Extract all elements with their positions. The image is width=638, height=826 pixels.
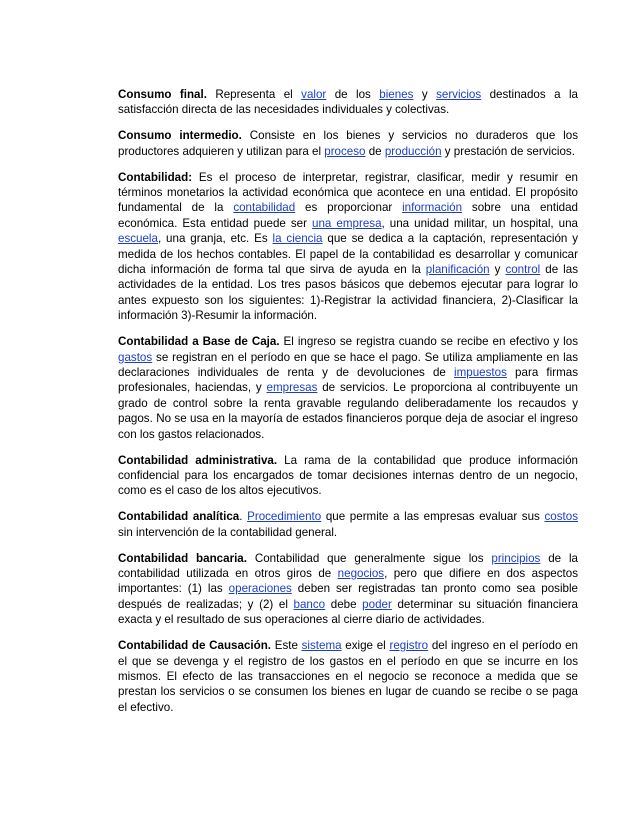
hyperlink[interactable]: gastos bbox=[118, 350, 153, 364]
definition-text: exige el bbox=[341, 639, 390, 653]
definition-text: que se dedica a la captación, representación y medida de los hechos contables. El papel de la contabilidad es desarrollar y comunicar dicha información de forma tal que sirva de ayuda en la bbox=[118, 232, 578, 277]
glossary-entry bbox=[118, 509, 578, 540]
glossary-term: Contabilidad de Causación. bbox=[118, 639, 271, 653]
definition-text: que permite a las empresas evaluar sus bbox=[321, 510, 545, 524]
definition-text: de la contabilidad utilizada en otros giros de bbox=[118, 551, 578, 580]
definition-text: Es el proceso de interpretar, registrar, clasificar, medir y resumir en términos monetarios la actividad económica que acontece en una entidad. El propósito fundamental de la bbox=[118, 170, 578, 215]
definition-text: . bbox=[239, 510, 248, 524]
glossary-term: Contabilidad analítica bbox=[118, 510, 240, 524]
definition-text: , una unidad militar, un hospital, una bbox=[381, 216, 578, 230]
hyperlink[interactable]: negocios bbox=[337, 566, 385, 580]
glossary-entry bbox=[118, 638, 578, 715]
definition-text: Este bbox=[271, 639, 302, 653]
definition-text: para firmas profesionales, haciendas, y bbox=[118, 366, 578, 395]
glossary-term: Contabilidad administrativa. bbox=[118, 453, 278, 467]
definition-text: deben ser registradas tan pronto como sea posible después de realizadas; y (2) el bbox=[118, 582, 578, 611]
definition-text: determinar su situación financiera exacta y el resultado de sus operaciones al cierre diario de actividades. bbox=[118, 597, 579, 627]
definition-text: es proporcionar bbox=[295, 201, 403, 215]
glossary-term: Consumo final. bbox=[118, 88, 207, 101]
definition-text: y bbox=[489, 263, 506, 277]
glossary-term: Contabilidad bancaria. bbox=[118, 551, 247, 565]
glossary-entry bbox=[118, 128, 578, 159]
hyperlink[interactable]: Procedimiento bbox=[247, 510, 322, 524]
hyperlink[interactable]: control bbox=[505, 263, 541, 277]
definition-text: de bbox=[365, 144, 385, 158]
glossary-entry bbox=[118, 170, 578, 324]
definition-text: de servicios. Le proporciona al contribuyente un grado de control sobre la renta gravable regulando deliberadamente los recaudos y pagos. No se usa en la mayoría de estados financieros porque deja de asociar el ingreso con los gastos relacionados. bbox=[118, 381, 578, 441]
definition-text: de las actividades de la entidad. Los tres pasos básicos que debemos ejecutar para lograr lo antes expuesto son los siguientes: 1)-Registrar la actividad financiera, 2)-Clasificar la información 3)-Resumir la información. bbox=[118, 263, 578, 323]
hyperlink[interactable]: sistema bbox=[301, 639, 342, 653]
glossary-entry bbox=[118, 453, 578, 499]
definition-text: El ingreso se registra cuando se recibe en efectivo y los bbox=[279, 335, 578, 349]
hyperlink[interactable]: servicios bbox=[436, 88, 482, 101]
glossary-entry bbox=[118, 551, 578, 628]
definition-text: , una granja, etc. Es bbox=[157, 232, 273, 246]
definition-text: y prestación de servicios. bbox=[441, 144, 575, 158]
glossary-term: Contabilidad: bbox=[118, 170, 193, 184]
hyperlink[interactable]: impuestos bbox=[454, 366, 507, 379]
definition-text: Contabilidad que generalmente sigue los bbox=[246, 551, 492, 565]
hyperlink[interactable]: proceso bbox=[324, 144, 366, 158]
hyperlink[interactable]: empresas bbox=[266, 381, 318, 395]
definition-text: Consiste en los bienes y servicios no duraderos que los productores adquieren y utilizan para el bbox=[118, 129, 578, 158]
hyperlink[interactable]: valor bbox=[301, 88, 327, 101]
hyperlink[interactable]: planificación bbox=[425, 263, 490, 277]
definition-text: del ingreso en el período en el que se devenga y el registro de los gastos en el período en que se incurre en los mismos. El efecto de las transacciones en el negocio se reconoce a medida que se prestan los servicios o se consumen los bienes en lugar de cuando se recibe o se paga el efectivo. bbox=[118, 639, 578, 714]
definition-text: Representa el bbox=[206, 88, 302, 101]
hyperlink[interactable]: la ciencia bbox=[272, 232, 323, 246]
glossary-term: Consumo intermedio. bbox=[118, 129, 242, 143]
hyperlink[interactable]: poder bbox=[362, 597, 392, 611]
hyperlink[interactable]: costos bbox=[544, 510, 578, 524]
definition-text: La rama de la contabilidad que produce información confidencial para los encargados de tomar decisiones internas dentro de un negocio, como es el caso de los altos ejecutivos. bbox=[118, 453, 578, 498]
hyperlink[interactable]: contabilidad bbox=[233, 201, 296, 215]
hyperlink[interactable]: bienes bbox=[379, 88, 414, 101]
hyperlink[interactable]: registro bbox=[389, 639, 429, 653]
hyperlink[interactable]: una empresa bbox=[312, 216, 382, 230]
definition-text: de los bbox=[326, 88, 380, 101]
hyperlink[interactable]: escuela bbox=[118, 232, 158, 246]
hyperlink[interactable]: banco bbox=[293, 597, 326, 611]
definition-text: , pero que difiere en dos aspectos importantes: (1) las bbox=[118, 566, 578, 596]
hyperlink[interactable]: producción bbox=[384, 144, 442, 158]
definition-text: y bbox=[413, 88, 437, 101]
definition-text: sobre una entidad económica. Esta entidad puede ser bbox=[118, 201, 578, 230]
glossary-entry bbox=[118, 334, 578, 442]
glossary-term: Contabilidad a Base de Caja. bbox=[118, 335, 280, 349]
glossary-entry bbox=[118, 87, 578, 118]
definition-text: debe bbox=[325, 597, 363, 611]
definition-text: sin intervención de la contabilidad general. bbox=[118, 525, 338, 539]
hyperlink[interactable]: principios bbox=[491, 551, 541, 565]
definition-text: destinados a la satisfacción directa de las necesidades individuales y colectivas. bbox=[118, 88, 578, 117]
hyperlink[interactable]: información bbox=[402, 201, 463, 215]
definition-text: se registran en el período en que se hace el pago. Se utiliza ampliamente en las declaraciones individuales de renta y de devoluciones de bbox=[118, 350, 578, 379]
hyperlink[interactable]: operaciones bbox=[228, 582, 292, 596]
document-page bbox=[118, 87, 578, 726]
